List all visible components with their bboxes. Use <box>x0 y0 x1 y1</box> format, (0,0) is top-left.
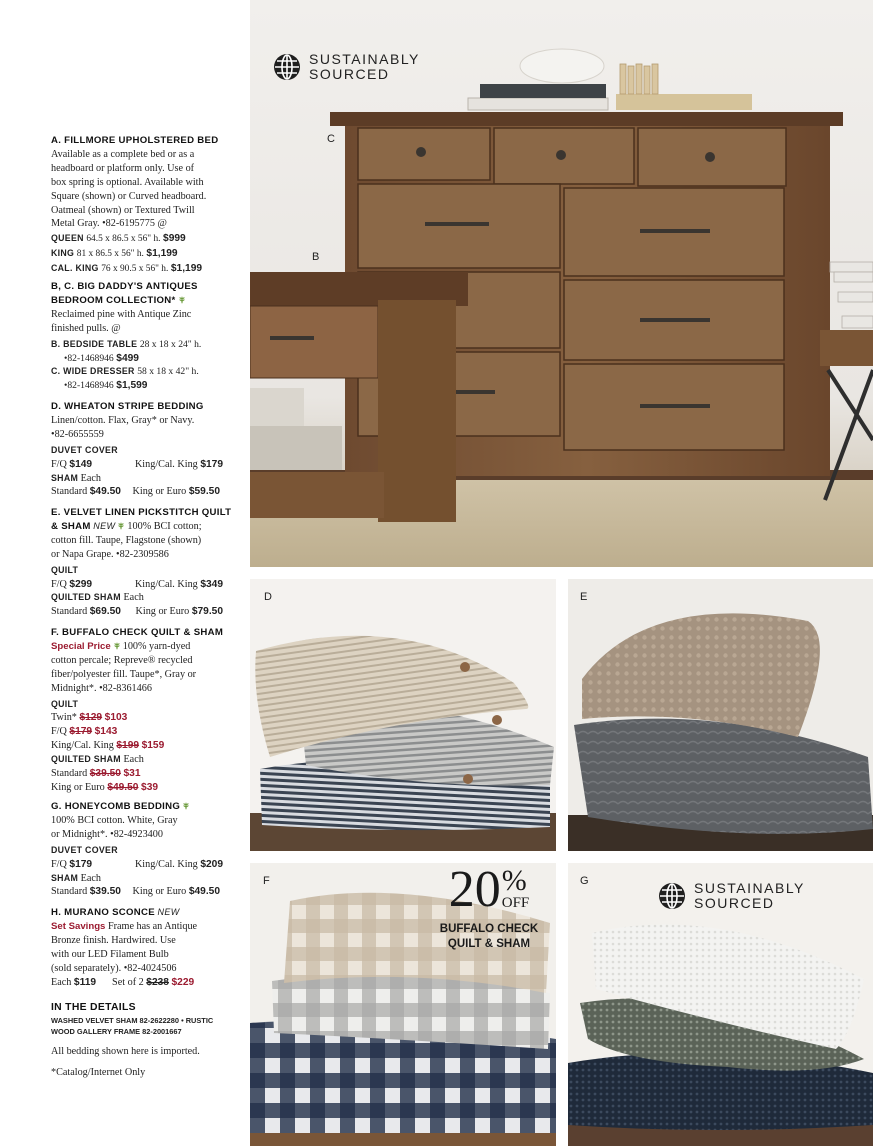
product-a-desc-5: Oatmeal (shown) or Textured Twill <box>51 204 195 216</box>
product-h-desc-2: with our LED Filament Bulb <box>51 948 169 960</box>
promo-percent-value: 20 <box>448 863 501 918</box>
product-bc-desc-1: Reclaimed pine with Antique Zinc <box>51 308 192 320</box>
product-a-desc-3: box spring is optional. Available with <box>51 176 204 188</box>
wide-dresser-row: C. WIDE DRESSER 58 x 18 x 42" h. <box>51 366 199 378</box>
duvet-cover-label: DUVET COVER <box>51 444 118 455</box>
new-badge: NEW <box>93 520 116 531</box>
product-bc-block <box>51 280 247 393</box>
product-h-title: H. MURANO SCONCE <box>51 907 155 918</box>
size-row-king: KING 81 x 86.5 x 56" h. $1,199 <box>51 248 178 260</box>
catalog-footnote: *Catalog/Internet Only <box>51 1067 146 1078</box>
dresser-scene-illustration <box>250 0 873 567</box>
product-h-block: H. MURANO SCONCE NEW Set Savings Frame has an Antique Bronze finish. Hardwired. Use with our LED Filament Bulb (sold separately). •82-4024506 Each $119 Set of 2 $238 $229 <box>51 906 247 989</box>
photo-f-buffalo-check <box>250 863 556 1146</box>
sham-label: SHAM <box>51 872 79 883</box>
product-e-desc-2: or Napa Grape. •82-2309586 <box>51 548 169 560</box>
price-bedside-table: $499 <box>116 352 139 364</box>
duvet-price-row: F/Q $179 King/Cal. King $209 <box>51 858 223 870</box>
duvet-price-row: F/Q $149 King/Cal. King $179 <box>51 458 223 470</box>
sham-label: SHAM <box>51 472 79 483</box>
product-f-desc-2: fiber/polyester fill. Taupe*, Gray or <box>51 668 197 680</box>
size-row-cal-king: CAL. KING 76 x 90.5 x 56" h. $1,199 <box>51 263 203 275</box>
quilted-sham-price-row: Standard $69.50 King or Euro $79.50 <box>51 606 223 618</box>
fq-price-row: F/Q $179 $143 <box>51 726 118 738</box>
photo-d-stripe-bedding <box>250 579 556 851</box>
label-c: C <box>327 133 335 145</box>
in-the-details-block <box>51 1001 247 1037</box>
product-e-block: E. VELVET LINEN PICKSTITCH QUILT & SHAM NEW 100% BCI cotton; cotton fill. Taupe, Flagstone (shown) or Napa Grape. •82-2309586 QUILT F/Q $299 King/Cal. King $349 QUILTED SHAM Each Standard $69.50 King or Euro $79.50 <box>51 506 247 619</box>
sustainably-sourced-badge: SUSTAINABLY SOURCED <box>272 52 420 82</box>
product-a-desc-6: Metal Gray. •82-6195775 @ <box>51 218 167 230</box>
label-g: G <box>580 875 589 887</box>
product-g-desc-2: or Midnight*. •82-4923400 <box>51 828 163 840</box>
promo-20-percent-off: 20 % OFF BUFFALO CHECK QUILT & SHAM <box>439 863 539 950</box>
product-f-block: F. BUFFALO CHECK QUILT & SHAM Special Price 100% yarn-dyed cotton percale; Repreve® recycled fiber/polyester fill. Taupe*, Gray or Midnight*. •82-8361466 QUILT Twin* $129 $103 F/Q $179 $143 King/Cal. King $199 $159 QUILTED SHAM Each Standard $39.50 $31 King or Euro $49.50 $39 <box>51 626 247 795</box>
velvet-pillows-illustration <box>568 579 873 851</box>
product-bc-title-1: B, C. BIG DADDY'S ANTIQUES <box>51 281 198 292</box>
bedside-table-price-row: •82-1468946 $499 <box>64 352 139 364</box>
size-row-queen: QUEEN 64.5 x 86.5 x 56" h. $999 <box>51 233 186 245</box>
globe-icon <box>657 881 687 911</box>
product-d-desc-1: Linen/cotton. Flax, Gray* or Navy. <box>51 414 195 426</box>
price-cal-king: $1,199 <box>170 263 203 275</box>
details-line-2: WOOD GALLERY FRAME 82-2001667 <box>51 1026 182 1036</box>
eco-leaf-icon <box>113 642 121 650</box>
label-e: E <box>580 591 588 603</box>
quilt-label: QUILT <box>51 698 79 709</box>
quilt-label: QUILT <box>51 564 79 575</box>
label-b: B <box>312 251 320 263</box>
photo-e-pickstitch-quilt <box>568 579 873 851</box>
product-f-title: F. BUFFALO CHECK QUILT & SHAM <box>51 627 224 638</box>
product-d-block: D. WHEATON STRIPE BEDDING Linen/cotton. Flax, Gray* or Navy. •82-6655559 DUVET COVER F/Q $149 King/Cal. King $179 SHAM Each Standard $49.50 King or Euro $59.50 <box>51 400 247 499</box>
label-d: D <box>264 591 272 603</box>
bedside-table-row: B. BEDSIDE TABLE 28 x 18 x 24" h. <box>51 338 202 350</box>
sham-price-row: Standard $49.50 King or Euro $59.50 <box>51 486 220 498</box>
sham-price-row: Standard $39.50 King or Euro $49.50 <box>51 886 220 898</box>
price-queen: $999 <box>163 233 186 245</box>
quilted-sham-label: QUILTED SHAM <box>51 592 121 603</box>
product-f-desc-3: Midnight*. •82-8361466 <box>51 682 152 694</box>
product-h-desc-1: Bronze finish. Hardwired. Use <box>51 934 176 946</box>
eco-leaf-icon <box>117 522 125 530</box>
stripe-pillows-illustration <box>250 579 556 851</box>
price-wide-dresser: $1,599 <box>116 380 148 392</box>
standard-sham-price-row: Standard $39.50 $31 <box>51 768 141 780</box>
product-a-desc-2: headboard or platform only. Use of <box>51 162 195 174</box>
eco-leaf-icon <box>182 802 190 810</box>
product-a-title: A. FILLMORE UPHOLSTERED BED <box>51 135 219 146</box>
eco-leaf-icon <box>178 296 186 304</box>
king-euro-sham-price-row: King or Euro $49.50 $39 <box>51 781 159 793</box>
product-h-desc-3: (sold separately). •82-4024506 <box>51 962 177 974</box>
quilt-price-row: F/Q $299 King/Cal. King $349 <box>51 578 223 590</box>
product-e-desc-1: cotton fill. Taupe, Flagstone (shown) <box>51 534 202 546</box>
details-line-1: WASHED VELVET SHAM 82-2622280 • RUSTIC <box>51 1015 214 1025</box>
product-f-desc-1: cotton percale; Repreve® recycled <box>51 654 193 666</box>
globe-icon <box>272 52 302 82</box>
twin-price-row: Twin* $129 $103 <box>51 712 128 724</box>
king-price-row: King/Cal. King $199 $159 <box>51 740 165 752</box>
product-bc-desc-2: finished pulls. @ <box>51 322 121 334</box>
wide-dresser-price-row: •82-1468946 $1,599 <box>64 380 148 392</box>
product-g-block: G. HONEYCOMB BEDDING 100% BCI cotton. White, Gray or Midnight*. •82-4923400 DUVET COVER F/Q $179 King/Cal. King $209 SHAM Each Standard $39.50 King or Euro $49.50 <box>51 800 247 899</box>
product-g-title: G. HONEYCOMB BEDDING <box>51 801 181 812</box>
imported-note: All bedding shown here is imported. <box>51 1046 200 1057</box>
in-the-details-title: IN THE DETAILS <box>51 1002 136 1013</box>
product-g-desc-1: 100% BCI cotton. White, Gray <box>51 814 178 826</box>
main-furniture-photo <box>250 0 873 567</box>
sustainably-sourced-badge: SUSTAINABLY SOURCED <box>657 881 805 911</box>
product-d-title: D. WHEATON STRIPE BEDDING <box>51 401 204 412</box>
set-savings-tag: Set Savings <box>51 920 106 932</box>
sconce-price-row: Each $119 Set of 2 $238 $229 <box>51 976 195 988</box>
duvet-cover-label: DUVET COVER <box>51 844 118 855</box>
product-a-desc-4: Square (shown) or Curved headboard. <box>51 190 207 202</box>
product-e-title-1: E. VELVET LINEN PICKSTITCH QUILT <box>51 507 232 518</box>
product-a-block <box>51 134 247 277</box>
price-king: $1,199 <box>146 248 178 260</box>
product-e-title-2: & SHAM <box>51 520 91 532</box>
label-f: F <box>263 875 270 887</box>
product-bc-title-2: BEDROOM COLLECTION* <box>51 294 176 306</box>
photo-g-honeycomb-bedding <box>568 863 873 1146</box>
new-badge: NEW <box>157 907 180 917</box>
quilted-sham-label: QUILTED SHAM <box>51 754 121 765</box>
special-price-tag: Special Price <box>51 640 111 652</box>
product-d-desc-2: •82-6655559 <box>51 428 104 440</box>
product-a-desc-1: Available as a complete bed or as a <box>51 148 195 160</box>
